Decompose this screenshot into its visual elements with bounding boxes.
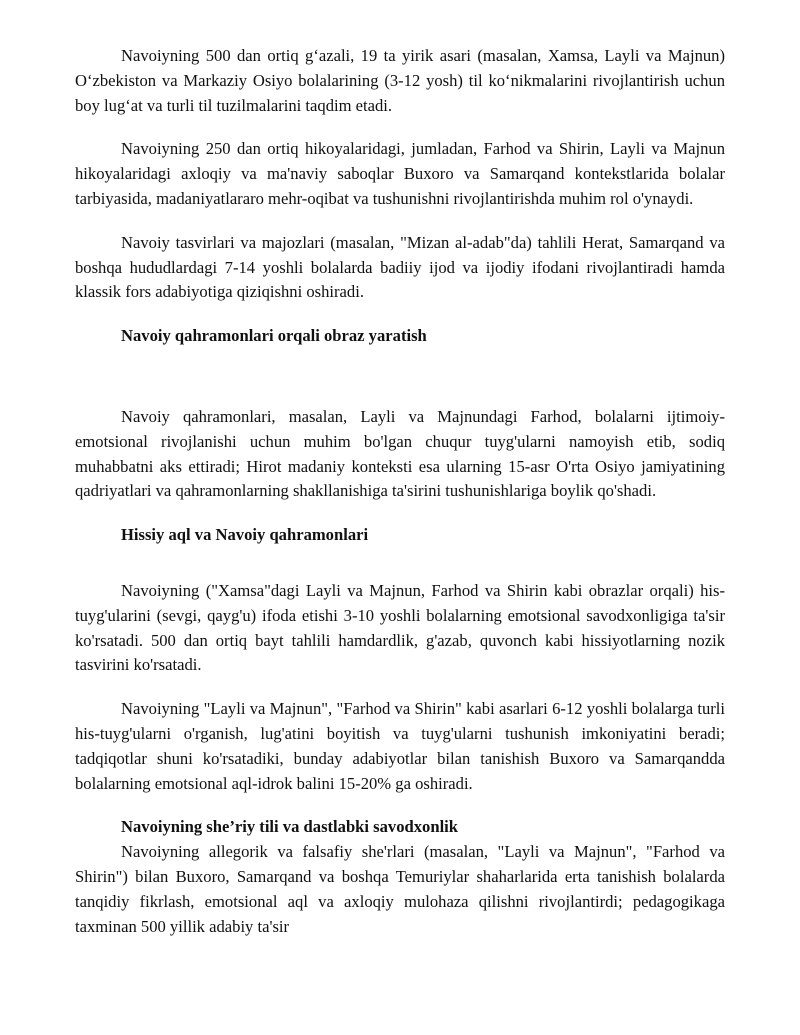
paragraph-text: Navoiy tasvirlari va majozlari (masalan, "Mizan al-adab"da) tahlili Herat, Samarqand va boshqa hududlardagi 7-14 yoshli bolalarda badiiy ijod va ijodiy ifodani rivojlantiradi hamda klassik fors adabiyotiga qiziqishni oshiradi. [75, 232, 725, 302]
paragraph-text: Navoiyning 500 dan ortiq g‘azali, 19 ta yirik asari (masalan, Xamsa, Layli va Majnun) O‘zbekiston va Markaziy Osiyo bolalarining (3-12 yosh) til ko‘nikmalarini rivojlantirish uchun boy lug‘at va turli til tuzilmalarini taqdim etadi. [75, 46, 725, 115]
section-heading: Navoiyning she’riy tili va dastlabki savodxonlik [121, 817, 459, 837]
paragraph-text: Navoiyning allegorik va falsafiy she'rlari (masalan, "Layli va Majnun", "Farhod va Shirin") bilan Buxoro, Samarqand va boshqa Temuriylar shaharlarida erta tanishish bolalarda tanqidiy fikrlash, emotsional aql va axloqiy mulohaza qilishni rivojlantirdi; pedagogikaga taxminan 500 yillik adabiy ta'sir [75, 842, 725, 936]
paragraph-text: Navoiyning "Layli va Majnun", "Farhod va Shirin" kabi asarlari 6-12 yoshli bolalarga turli his-tuyg'ularni o'rganish, lug'atini boyitish va tuyg'ularni tushunish imkoniyatini beradi; tadqiqotlar shuni ko'rsatadiki, bunday adabiyotlar bilan tanishish Buxoro va Samarqandda bolalarning emotsional aql-idrok balini 15-20% ga oshiradi. [75, 699, 725, 793]
paragraph-text: Navoiyning 250 dan ortiq hikoyalaridagi, jumladan, Farhod va Shirin, Layli va Majnun hikoyalaridagi axloqiy va ma'naviy saboqlar Buxoro va Samarqand kontekstlarida bolalar tarbiyasida, madaniyatlararo mehr-oqibat va tushunishni rivojlantirishda muhim rol o'ynaydi. [75, 139, 725, 208]
paragraph-text: Navoiy qahramonlari, masalan, Layli va Majnundagi Farhod, bolalarni ijtimoiy-emotsional rivojlanishi uchun muhim bo'lgan chuqur tuyg'ularni namoyish etib, sodiq muhabbatni aks ettiradi; Hirot madaniy konteksti esa ularning 15-asr O'rta Osiyo jamiyatining qadriyatlari va qahramonlarning shakllanishiga ta'sirini tushunishlariga boylik qo'shadi. [75, 406, 725, 501]
section-heading: Navoiy qahramonlari orqali obraz yaratish [121, 326, 427, 346]
document-page [75, 44, 725, 939]
paragraph-text: Navoiyning ("Xamsa"dagi Layli va Majnun, Farhod va Shirin kabi obrazlar orqali) his-tuyg'ularini (sevgi, qayg'u) ifoda etishi 3-10 yoshli bolalarning emotsional savodxonligiga ta'sir ko'rsatadi. 500 dan ortiq bayt tahlili hamdardlik, g'azab, quvonch kabi hissiyotlarning nozik tasvirini ko'rsatadi. [75, 580, 725, 675]
section-heading: Hissiy aql va Navoiy qahramonlari [121, 525, 369, 545]
